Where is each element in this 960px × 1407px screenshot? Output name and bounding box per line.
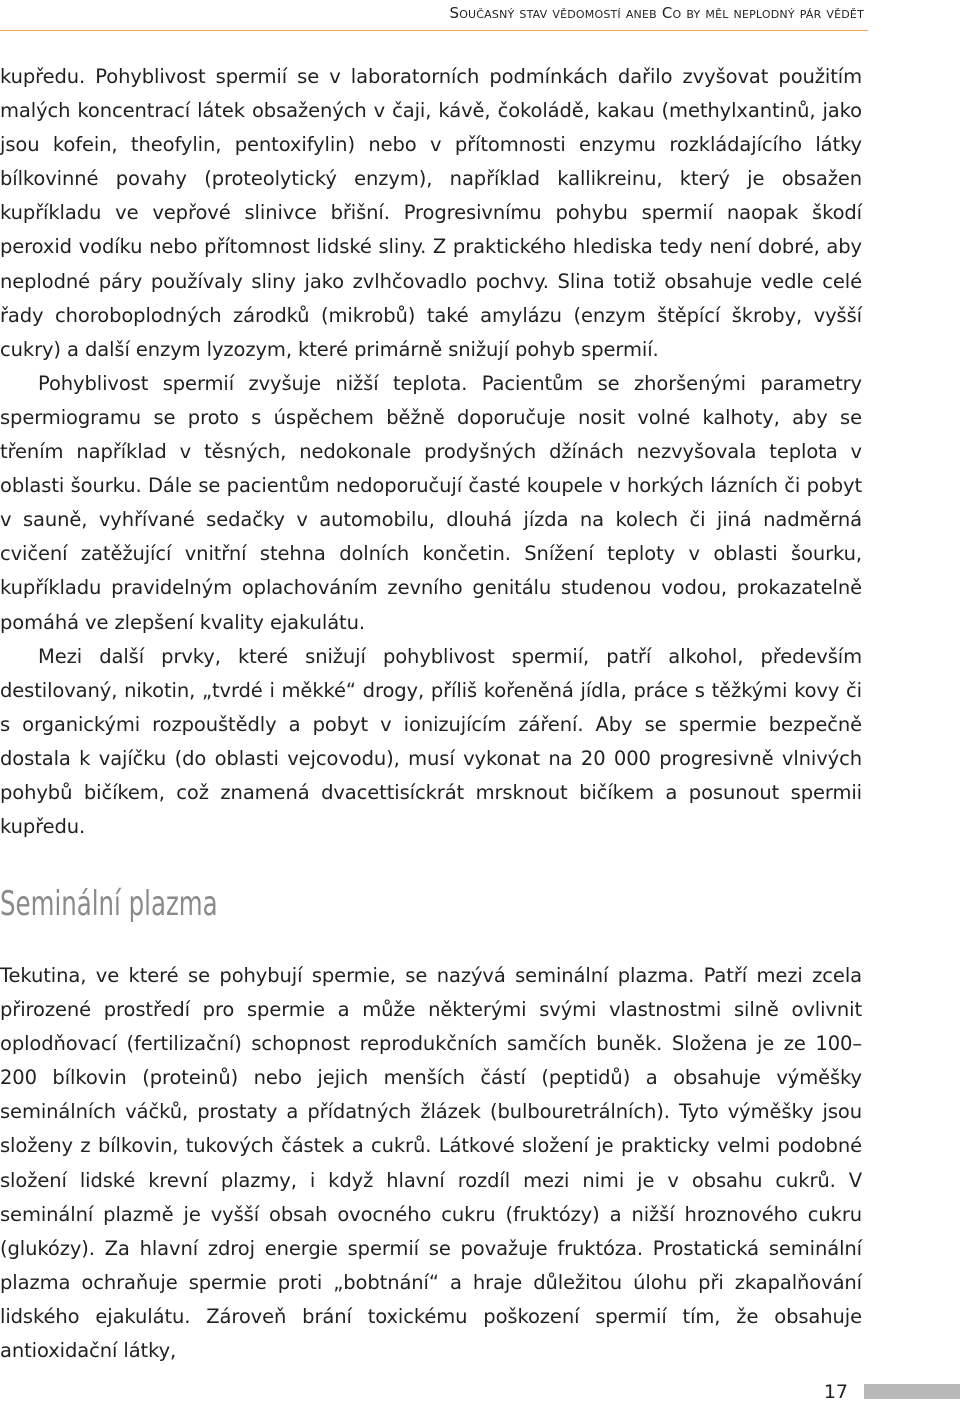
paragraph: Mezi další prvky, které snižují pohyblivost spermií, patří alkohol, především destilovaný, nikotin, „tvrdé i měkké“ drogy, příliš kořeněná jídla, práce s těžkými kovy či s organickými rozpouštědly a pobyt v ionizujícím záření. Aby se spermie bezpečně dostala k vajíčku (do oblasti vejcovodu), musí vykonat na 20 000 progresivně vlnivých pohybů bičíkem, což znamená dvacettisíckrát mrsknout bičíkem a posunout spermii kupředu.: [0, 644, 862, 839]
paragraph: Pohyblivost spermií zvyšuje nižší teplota. Pacientům se zhoršenými parametry spermiogramu se proto s úspěchem běžně doporučuje nosit volné kalhoty, aby se třením například v těsných, nedokonale prodyšných džínách nezvyšovala teplota v oblasti šourku. Dále se pacientům nedoporučují časté koupele v horkých lázních či pobyt v sauně, vyhřívané sedačky v automobilu, dlouhá jízda na kolech či jiná nadměrná cvičení zatěžující vnitřní stehna dolních končetin. Snížení teploty v oblasti šourku, kupříkladu pravidelným oplachováním zevního genitálu studenou vodou, prokazatelně pomáhá ve zlepšení kvality ejakulátu.: [0, 371, 862, 634]
section-heading: Seminální plazma: [0, 884, 218, 924]
body-text: [0, 60, 862, 844]
paragraph: kupředu. Pohyblivost spermií se v laboratorních podmínkách dařilo zvyšovat použitím malých koncentrací látek obsažených v čaji, kávě, čokoládě, kakau (methylxantinů, jako jsou kofein, theofylin, pentoxifylin) nebo v přítomnosti enzymu rozkládajícího látky bílkovinné povahy (proteolytický enzym), například kallikreinu, který je obsažen kupříkladu ve vepřové slinivce břišní. Progresivnímu pohybu spermií naopak škodí peroxid vodíku nebo přítomnost lidské sliny. Z praktického hlediska tedy není dobré, aby neplodné páry používaly sliny jako zvlhčovadlo pochvy. Slina totiž obsahuje vedle celé řady choroboplodných zárodků (mikrobů) také amylázu (enzym štěpící škroby, vyšší cukry) a další enzym lyzozym, které primárně snižují pohyb spermií.: [0, 65, 862, 361]
section-body-text: [0, 959, 862, 1368]
running-header: Současný stav vědomostí aneb Co by měl neplodný pár vědět: [449, 4, 864, 22]
page-number: 17: [823, 1381, 848, 1403]
footer-bar: [864, 1384, 960, 1399]
paragraph: Tekutina, ve které se pohybují spermie, se nazývá seminální plazma. Patří mezi zcela přirozené prostředí pro spermie a může některými svými vlastnostmi silně ovlivnit oplodňovací (fertilizační) schopnost reprodukčních samčích buněk. Složena je ze 100–200 bílkovin (proteinů) nebo jejich menších částí (peptidů) a obsahuje výměšky seminálních váčků, prostaty a přídatných žlázek (bulbouretrálních). Tyto výměšky jsou složeny z bílkovin, tukových částek a cukrů. Látkové složení je prakticky velmi podobné složení lidské krevní plazmy, i když hlavní rozdíl mezi nimi je v obsahu cukrů. V seminální plazmě je vyšší obsah ovocného cukru (fruktózy) a nižší hroznového cukru (glukózy). Za hlavní zdroj energie spermií se považuje fruktóza. Prostatická seminální plazma ochraňuje spermie proti „bobtnání“ a hraje důležitou úlohu při zkapalňování lidského ejakulátu. Zároveň brání toxickému poškození spermií tím, že obsahuje antioxidační látky,: [0, 964, 862, 1363]
header-rule: [0, 30, 868, 31]
page-footer: [0, 1381, 960, 1403]
